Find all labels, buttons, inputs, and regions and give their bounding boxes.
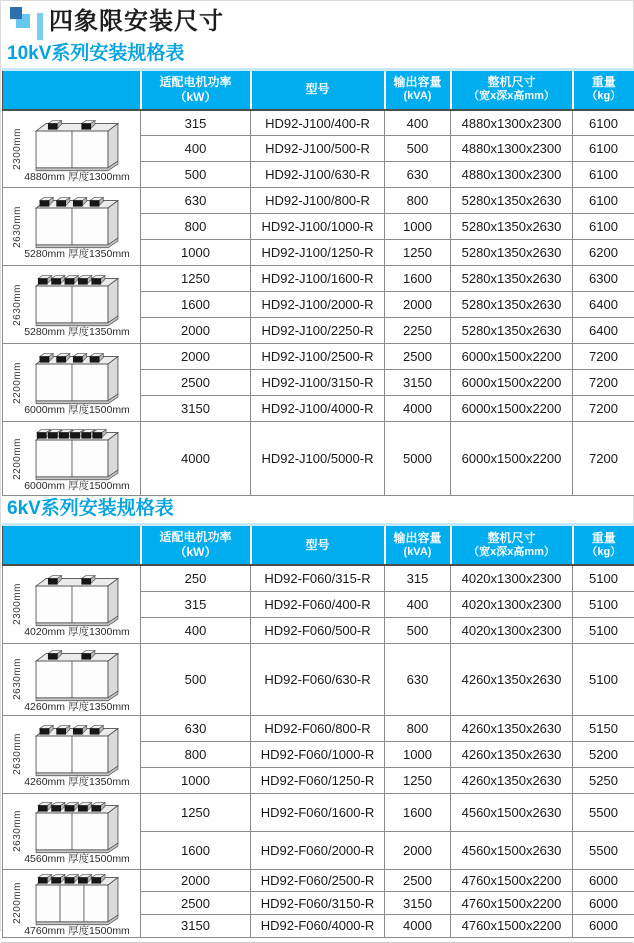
cabinet-height-label: 2200mm <box>13 882 23 924</box>
cell-weight: 5250 <box>573 767 634 793</box>
cabinet-cell <box>3 188 141 266</box>
cabinet-height-label: 2630mm <box>13 206 23 248</box>
cell-motor-power: 1600 <box>141 292 251 318</box>
spec-row <box>3 715 634 741</box>
cell-motor-power: 315 <box>141 110 251 136</box>
cabinet-cell <box>3 422 141 496</box>
cell-output-capacity: 2000 <box>385 292 451 318</box>
cabinet-cell <box>3 110 141 188</box>
cell-motor-power: 800 <box>141 214 251 240</box>
cell-overall-size: 5280x1350x2630 <box>451 240 573 266</box>
cell-weight: 7200 <box>573 370 634 396</box>
cell-model: HD92-F060/3150-R <box>251 892 385 915</box>
header-col-weight: 重量 （kg） <box>573 69 634 110</box>
cell-motor-power: 400 <box>141 617 251 643</box>
cell-output-capacity: 400 <box>385 591 451 617</box>
header-cabinet-image-column <box>3 525 141 566</box>
cabinet-figure <box>5 271 138 338</box>
table-header <box>3 525 634 566</box>
cell-output-capacity: 1000 <box>385 741 451 767</box>
cell-weight: 6400 <box>573 292 634 318</box>
cell-motor-power: 2000 <box>141 318 251 344</box>
cell-overall-size: 4020x1300x2300 <box>451 591 573 617</box>
cell-model: HD92-J100/5000-R <box>251 422 385 496</box>
cell-motor-power: 2500 <box>141 892 251 915</box>
header-col-motor-power: 适配电机功率（kW） <box>141 69 251 110</box>
spec-row <box>3 110 634 136</box>
cell-model: HD92-J100/2250-R <box>251 318 385 344</box>
cabinet-footprint-label: 6000mm 厚度1500mm <box>24 481 130 492</box>
cell-overall-size: 4760x1500x2200 <box>451 892 573 915</box>
cell-output-capacity: 800 <box>385 715 451 741</box>
cell-output-capacity: 400 <box>385 110 451 136</box>
cabinet-figure <box>5 116 138 183</box>
cell-weight: 6100 <box>573 110 634 136</box>
cabinet-height-label: 2200mm <box>13 362 23 404</box>
cell-model: HD92-J100/3150-R <box>251 370 385 396</box>
cabinet-cell <box>3 344 141 422</box>
cell-model: HD92-J100/800-R <box>251 188 385 214</box>
header-col-motor-power: 适配电机功率（kW） <box>141 525 251 566</box>
cell-model: HD92-F060/400-R <box>251 591 385 617</box>
spec-row <box>3 344 634 370</box>
cabinet-cell <box>3 643 141 715</box>
cabinet-cell <box>3 715 141 793</box>
cell-overall-size: 6000x1500x2200 <box>451 370 573 396</box>
cell-weight: 6000 <box>573 869 634 892</box>
spec-row <box>3 565 634 591</box>
cell-motor-power: 2000 <box>141 344 251 370</box>
cell-motor-power: 2000 <box>141 869 251 892</box>
cell-output-capacity: 630 <box>385 162 451 188</box>
cell-motor-power: 630 <box>141 188 251 214</box>
cell-model: HD92-J100/630-R <box>251 162 385 188</box>
section-title-6kv: 6kV系列安装规格表 <box>7 498 633 520</box>
page-title: 四象限安装尺寸 <box>49 9 224 35</box>
spec-row <box>3 643 634 715</box>
cell-overall-size: 4020x1300x2300 <box>451 565 573 591</box>
cell-output-capacity: 500 <box>385 136 451 162</box>
cell-overall-size: 4260x1350x2630 <box>451 715 573 741</box>
cell-weight: 6000 <box>573 892 634 915</box>
cell-weight: 7200 <box>573 344 634 370</box>
cabinet-footprint-label: 4260mm 厚度1350mm <box>24 777 130 788</box>
cell-model: HD92-J100/500-R <box>251 136 385 162</box>
spec-row <box>3 188 634 214</box>
cell-motor-power: 1250 <box>141 266 251 292</box>
cell-model: HD92-F060/315-R <box>251 565 385 591</box>
cell-motor-power: 1000 <box>141 767 251 793</box>
quadrant-squares-icon <box>7 5 47 41</box>
cell-motor-power: 1600 <box>141 831 251 869</box>
cell-model: HD92-J100/1250-R <box>251 240 385 266</box>
cell-overall-size: 4880x1300x2300 <box>451 162 573 188</box>
cabinet-drawing <box>26 193 128 249</box>
cell-output-capacity: 1250 <box>385 767 451 793</box>
cell-model: HD92-F060/500-R <box>251 617 385 643</box>
cell-motor-power: 500 <box>141 643 251 715</box>
cell-overall-size: 5280x1350x2630 <box>451 266 573 292</box>
cabinet-figure <box>5 571 138 638</box>
cell-model: HD92-F060/1600-R <box>251 793 385 831</box>
cell-model: HD92-J100/1000-R <box>251 214 385 240</box>
cell-output-capacity: 800 <box>385 188 451 214</box>
cabinet-drawing <box>26 870 128 926</box>
spec-table-6kv <box>2 523 634 938</box>
cell-motor-power: 500 <box>141 162 251 188</box>
cell-output-capacity: 5000 <box>385 422 451 496</box>
cell-output-capacity: 2500 <box>385 869 451 892</box>
cell-motor-power: 1000 <box>141 240 251 266</box>
cabinet-drawing <box>26 425 128 481</box>
cell-motor-power: 3150 <box>141 915 251 938</box>
cell-overall-size: 4560x1500x2630 <box>451 831 573 869</box>
header-col-model: 型号 <box>251 525 385 566</box>
header-cabinet-image-column <box>3 69 141 110</box>
cabinet-footprint-label: 6000mm 厚度1500mm <box>24 405 130 416</box>
header-col-model: 型号 <box>251 69 385 110</box>
cell-overall-size: 4760x1500x2200 <box>451 915 573 938</box>
cabinet-drawing <box>26 116 128 172</box>
cabinet-drawing <box>26 798 128 854</box>
cell-weight: 5100 <box>573 617 634 643</box>
header-col-output-capacity: 输出容量 (kVA) <box>385 525 451 566</box>
cell-weight: 5150 <box>573 715 634 741</box>
cell-output-capacity: 1600 <box>385 793 451 831</box>
cabinet-cell <box>3 565 141 643</box>
cell-weight: 7200 <box>573 396 634 422</box>
cell-motor-power: 800 <box>141 741 251 767</box>
cabinet-height-label: 2300mm <box>13 583 23 625</box>
spec-row <box>3 422 634 496</box>
cell-overall-size: 4880x1300x2300 <box>451 110 573 136</box>
cabinet-cell <box>3 793 141 869</box>
spec-table-10kv <box>2 68 634 497</box>
cabinet-figure <box>5 425 138 492</box>
cell-overall-size: 4560x1500x2630 <box>451 793 573 831</box>
cabinet-footprint-label: 5280mm 厚度1350mm <box>24 327 130 338</box>
cell-motor-power: 400 <box>141 136 251 162</box>
cabinet-drawing <box>26 646 128 702</box>
cell-output-capacity: 2500 <box>385 344 451 370</box>
header-col-overall-size: 整机尺寸 （宽x深x高mm） <box>451 69 573 110</box>
header-col-output-capacity: 输出容量 (kVA) <box>385 69 451 110</box>
cabinet-footprint-label: 4020mm 厚度1300mm <box>24 627 130 638</box>
cabinet-footprint-label: 4260mm 厚度1350mm <box>24 702 130 713</box>
cabinet-height-label: 2630mm <box>13 658 23 700</box>
cell-overall-size: 4020x1300x2300 <box>451 617 573 643</box>
cabinet-drawing <box>26 349 128 405</box>
cell-model: HD92-J100/2000-R <box>251 292 385 318</box>
cell-overall-size: 4260x1350x2630 <box>451 741 573 767</box>
cell-model: HD92-J100/4000-R <box>251 396 385 422</box>
cell-model: HD92-F060/1250-R <box>251 767 385 793</box>
cell-motor-power: 1250 <box>141 793 251 831</box>
cell-overall-size: 5280x1350x2630 <box>451 214 573 240</box>
section-title-10kv: 10kV系列安装规格表 <box>7 43 633 65</box>
cell-weight: 6100 <box>573 214 634 240</box>
cell-output-capacity: 4000 <box>385 396 451 422</box>
cabinet-drawing <box>26 571 128 627</box>
cell-weight: 6100 <box>573 136 634 162</box>
cabinet-height-label: 2630mm <box>13 810 23 852</box>
cabinet-footprint-label: 4760mm 厚度1500mm <box>24 926 130 937</box>
cabinet-figure <box>5 193 138 260</box>
cell-weight: 7200 <box>573 422 634 496</box>
cell-output-capacity: 2250 <box>385 318 451 344</box>
spec-row <box>3 266 634 292</box>
cabinet-figure <box>5 870 138 937</box>
cell-overall-size: 6000x1500x2200 <box>451 422 573 496</box>
page-header <box>1 1 633 41</box>
cabinet-footprint-label: 5280mm 厚度1350mm <box>24 249 130 260</box>
cell-output-capacity: 630 <box>385 643 451 715</box>
cell-overall-size: 5280x1350x2630 <box>451 292 573 318</box>
cell-motor-power: 250 <box>141 565 251 591</box>
cabinet-drawing <box>26 721 128 777</box>
cell-output-capacity: 2000 <box>385 831 451 869</box>
cell-overall-size: 6000x1500x2200 <box>451 396 573 422</box>
cell-weight: 5500 <box>573 793 634 831</box>
cabinet-height-label: 2630mm <box>13 284 23 326</box>
cell-weight: 5500 <box>573 831 634 869</box>
cell-model: HD92-F060/4000-R <box>251 915 385 938</box>
cell-motor-power: 3150 <box>141 396 251 422</box>
cell-model: HD92-F060/630-R <box>251 643 385 715</box>
cell-model: HD92-F060/2500-R <box>251 869 385 892</box>
header-col-overall-size: 整机尺寸 （宽x深x高mm） <box>451 525 573 566</box>
header-col-weight: 重量 （kg） <box>573 525 634 566</box>
table-body <box>3 110 634 496</box>
cell-weight: 6000 <box>573 915 634 938</box>
cell-model: HD92-F060/1000-R <box>251 741 385 767</box>
cell-output-capacity: 500 <box>385 617 451 643</box>
cell-motor-power: 315 <box>141 591 251 617</box>
cell-output-capacity: 3150 <box>385 370 451 396</box>
cell-motor-power: 630 <box>141 715 251 741</box>
cell-model: HD92-J100/1600-R <box>251 266 385 292</box>
cell-weight: 6400 <box>573 318 634 344</box>
cabinet-height-label: 2630mm <box>13 733 23 775</box>
cell-model: HD92-J100/2500-R <box>251 344 385 370</box>
cell-output-capacity: 3150 <box>385 892 451 915</box>
cell-motor-power: 2500 <box>141 370 251 396</box>
spec-row <box>3 793 634 831</box>
cabinet-figure <box>5 646 138 713</box>
cabinet-cell <box>3 266 141 344</box>
cell-weight: 6200 <box>573 240 634 266</box>
cell-weight: 5100 <box>573 591 634 617</box>
cabinet-figure <box>5 798 138 865</box>
cell-model: HD92-F060/2000-R <box>251 831 385 869</box>
table-header <box>3 69 634 110</box>
cabinet-figure <box>5 349 138 416</box>
cabinet-footprint-label: 4880mm 厚度1300mm <box>24 172 130 183</box>
cell-motor-power: 4000 <box>141 422 251 496</box>
table-body <box>3 565 634 937</box>
cell-overall-size: 6000x1500x2200 <box>451 344 573 370</box>
cell-model: HD92-F060/800-R <box>251 715 385 741</box>
cell-output-capacity: 1250 <box>385 240 451 266</box>
cabinet-footprint-label: 4560mm 厚度1500mm <box>24 854 130 865</box>
cell-weight: 5100 <box>573 643 634 715</box>
cell-overall-size: 5280x1350x2630 <box>451 318 573 344</box>
cell-weight: 5200 <box>573 741 634 767</box>
cell-weight: 6100 <box>573 188 634 214</box>
header-row <box>3 69 634 110</box>
cell-output-capacity: 4000 <box>385 915 451 938</box>
cell-weight: 5100 <box>573 565 634 591</box>
cabinet-height-label: 2300mm <box>13 128 23 170</box>
cell-model: HD92-J100/400-R <box>251 110 385 136</box>
cell-overall-size: 5280x1350x2630 <box>451 188 573 214</box>
cabinet-height-label: 2200mm <box>13 438 23 480</box>
cabinet-figure <box>5 721 138 788</box>
cell-overall-size: 4880x1300x2300 <box>451 136 573 162</box>
cell-output-capacity: 1600 <box>385 266 451 292</box>
cell-overall-size: 4260x1350x2630 <box>451 767 573 793</box>
cell-output-capacity: 315 <box>385 565 451 591</box>
cell-output-capacity: 1000 <box>385 214 451 240</box>
cabinet-drawing <box>26 271 128 327</box>
icon-dark-square <box>10 7 22 19</box>
cell-weight: 6100 <box>573 162 634 188</box>
cabinet-cell <box>3 869 141 937</box>
cell-weight: 6300 <box>573 266 634 292</box>
header-row <box>3 525 634 566</box>
icon-vertical-bar <box>37 13 43 40</box>
spec-row <box>3 869 634 892</box>
cell-overall-size: 4260x1350x2630 <box>451 643 573 715</box>
cell-overall-size: 4760x1500x2200 <box>451 869 573 892</box>
